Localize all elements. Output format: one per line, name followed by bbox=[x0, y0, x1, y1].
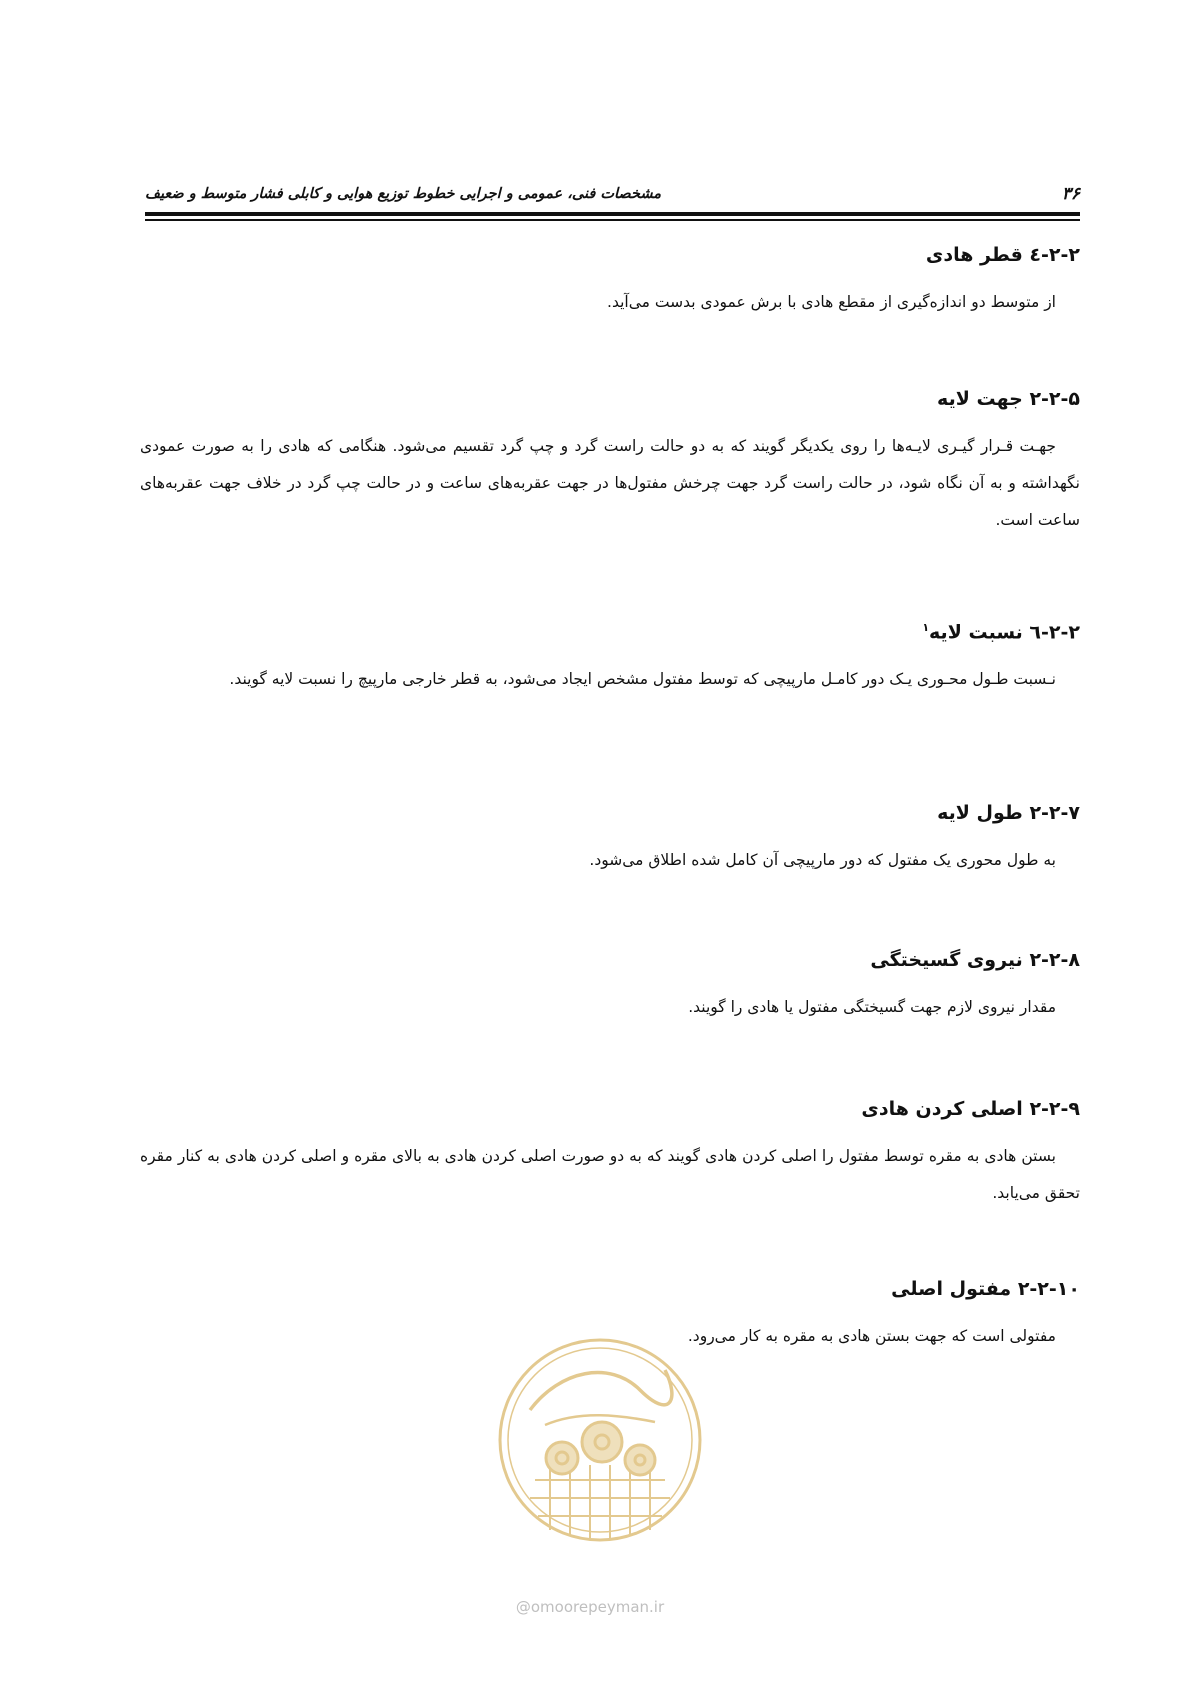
section-heading bbox=[140, 613, 1080, 647]
section-breaking-force bbox=[140, 945, 1080, 1026]
page-number: ۳۶ bbox=[1061, 184, 1080, 204]
section-body: از متوسط دو اندازه‌گیری از مقطع هادی با برش عمودی بدست می‌آید. bbox=[607, 293, 1056, 311]
watermark-logo bbox=[490, 1330, 710, 1580]
header-rule-thick bbox=[145, 212, 1080, 216]
section-heading: ۲-۲-۸ نیروی گسیختگی bbox=[870, 949, 1080, 971]
section-heading: ۲-۲-۵ جهت لایه bbox=[937, 388, 1080, 410]
running-title: مشخصات فنی، عمومی و اجرایی خطوط توزیع هوایی و کابلی فشار متوسط و ضعیف bbox=[145, 186, 662, 202]
section-heading: ۲-۲-۹ اصلی کردن هادی bbox=[861, 1098, 1080, 1120]
header-rule-thin bbox=[145, 219, 1080, 221]
section-body: نـسبت طـول محـوری یـک دور کامـل مارپیچی که توسط مفتول مشخص ایجاد می‌شود، به قطر خارجی مارپیچ را نسبت لایه گویند. bbox=[229, 670, 1056, 689]
section-body: به طول محوری یک مفتول که دور مارپیچی آن کامل شده اطلاق می‌شود. bbox=[589, 851, 1056, 869]
section-body: جهـت قـرار گیـری لایـه‌ها را روی یکدیگر گویند که به دو حالت راست گرد و چپ گرد تقسیم می‌شود. هنگامی که هادی را به صورت عمودی نگهداشته و به آن نگاه شود، در حالت راست گرد جهت چرخش مفتول‌ها در جهت عقربه‌های ساعت و در حالت چپ گرد در خلاف جهت عقربه‌های ساعت است. bbox=[140, 437, 1080, 529]
section-body: مقدار نیروی لازم جهت گسیختگی مفتول یا هادی را گویند. bbox=[688, 998, 1056, 1016]
watermark-caption: @omoorepeyman.ir bbox=[515, 1598, 665, 1616]
section-body: مفتولی است که جهت بستن هادی به مقره به کار می‌رود. bbox=[687, 1327, 1056, 1345]
section-lay-ratio bbox=[140, 613, 1080, 698]
footnote-mark: ۱ bbox=[922, 621, 930, 634]
section-lay-length bbox=[140, 798, 1080, 879]
section-lay-direction bbox=[140, 384, 1080, 539]
section-conductor-diameter bbox=[140, 240, 1080, 321]
section-body: بستن هادی به مقره توسط مفتول را اصلی کردن هادی گویند که به دو صورت اصلی کردن هادی به بالای مقره و اصلی کردن هادی به کنار مقره تحقق می‌یابد. bbox=[140, 1147, 1080, 1202]
section-heading-text: ۲-۲-٦ نسبت لایه bbox=[929, 621, 1080, 644]
section-heading: ۲-۲-۱۰ مفتول اصلی bbox=[891, 1278, 1080, 1300]
section-heading: ۲-۲-۷ طول لایه bbox=[937, 802, 1080, 824]
section-heading: ۲-۲-٤ قطر هادی bbox=[925, 244, 1080, 266]
running-header bbox=[145, 180, 1080, 208]
section-conductor-tying bbox=[140, 1094, 1080, 1212]
